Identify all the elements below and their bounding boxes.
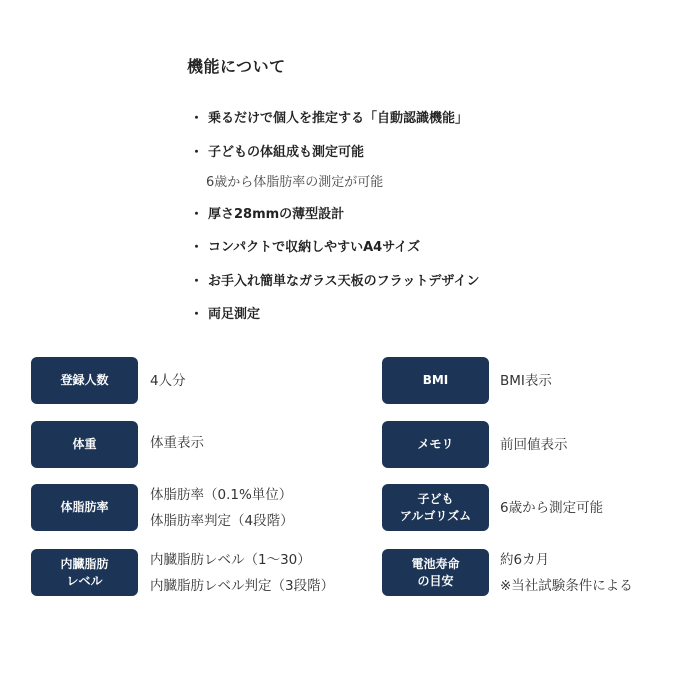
spec-label-badge: [382, 484, 489, 531]
spec-value-line: 内臓脂肪レベル判定（3段階）: [150, 578, 335, 594]
spec-label: の目安: [417, 573, 454, 588]
spec-label-badge: [31, 549, 138, 596]
spec-value: [150, 482, 294, 534]
feature-text: 両足測定: [208, 307, 261, 322]
spec-label: 内臓脂肪: [60, 556, 109, 571]
feature-item: [190, 203, 344, 222]
spec-label-badge: [31, 421, 138, 468]
bullet: ・: [190, 111, 204, 126]
spec-label: 登録人数: [60, 373, 109, 387]
spec-value-line: 体重表示: [150, 435, 204, 451]
bullet: ・: [190, 145, 204, 160]
section-title: 機能について: [187, 57, 286, 76]
spec-label: レベル: [66, 573, 103, 588]
spec-label-badge: [31, 357, 138, 404]
spec-value-line: 内臓脂肪レベル（1〜30）: [150, 552, 311, 568]
bullet: ・: [190, 240, 204, 255]
feature-text: お手入れ簡単なガラス天板のフラットデザイン: [208, 274, 480, 289]
spec-value-line: 体脂肪率（0.1%単位）: [150, 487, 293, 503]
spec-value: [500, 432, 568, 458]
spec-label: メモリ: [417, 437, 454, 451]
spec-value-line: 前回値表示: [500, 437, 568, 453]
spec-value-line: ※当社試験条件による: [500, 578, 633, 594]
spec-value-line: 体脂肪率判定（4段階）: [150, 513, 294, 529]
spec-value: [150, 368, 186, 394]
feature-item: [190, 270, 479, 289]
spec-value: [500, 547, 633, 599]
feature-subtext: 6歳から体脂肪率の測定が可能: [206, 175, 384, 190]
spec-label: BMI: [422, 373, 449, 387]
spec-value-line: BMI表示: [500, 373, 552, 389]
spec-value: [500, 368, 552, 394]
bullet: ・: [190, 207, 204, 222]
spec-label-badge: [31, 484, 138, 531]
spec-label: 体重: [72, 437, 97, 451]
spec-label: 子ども: [417, 491, 454, 506]
spec-value-line: 約6カ月: [500, 552, 550, 568]
feature-item: [190, 303, 260, 322]
feature-item: [190, 141, 364, 160]
spec-label-badge: [382, 549, 489, 596]
feature-text: 乗るだけで個人を推定する「自動認識機能」: [208, 111, 469, 126]
spec-value-line: 4人分: [150, 373, 186, 389]
spec-label: 電池寿命: [411, 556, 460, 571]
bullet: ・: [190, 274, 204, 289]
bullet: ・: [190, 307, 204, 322]
feature-list: [190, 0, 670, 340]
feature-text: 子どもの体組成も測定可能: [208, 145, 365, 160]
spec-label-badge: [382, 357, 489, 404]
feature-text: コンパクトで収納しやすいA4サイズ: [208, 240, 421, 255]
feature-item: [190, 107, 468, 126]
spec-label: 体脂肪率: [60, 500, 109, 514]
spec-value: [150, 430, 204, 456]
feature-text: 厚さ28mmの薄型設計: [208, 207, 345, 222]
feature-item: [190, 236, 420, 255]
spec-label-badge: [382, 421, 489, 468]
spec-value: [150, 547, 334, 599]
spec-value: [500, 495, 603, 521]
spec-value-line: 6歳から測定可能: [500, 500, 604, 516]
spec-label: アルゴリズム: [399, 508, 472, 523]
